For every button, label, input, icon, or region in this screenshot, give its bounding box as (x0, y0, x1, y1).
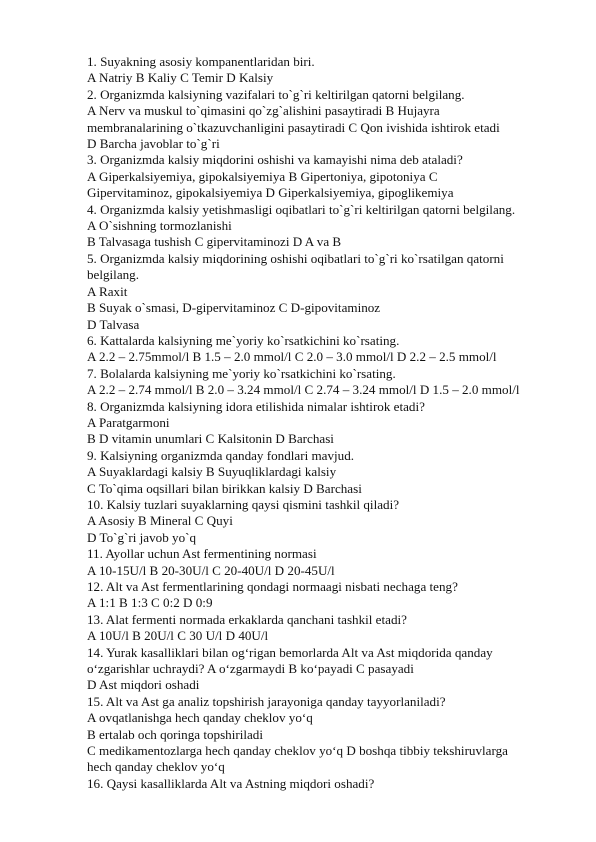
question-1-text: 1. Suyakning asosiy kompanentlaridan biri. (87, 54, 315, 69)
question-1-options: A Natriy B Kaliy C Temir D Kalsiy (87, 70, 274, 86)
question-14-text: 14. Yurak kasalliklari bilan og‘rigan bemorlarda Alt va Ast miqdorida qanday (87, 644, 493, 660)
question-9-text: 9. Kalsiyning organizmda qanday fondlari mavjud. (87, 447, 355, 463)
question-3-options-line-1: A Giperkalsiyemiya, gipokalsiyemiya B Gipertoniya, gipotoniya C (87, 168, 438, 184)
question-5-options-line-1: A Raxit (87, 283, 128, 299)
question-2-options-line-3: D Barcha javoblar to`g`ri (87, 136, 220, 152)
question-14-options-line-1: o‘zgarishlar uchraydi? A o‘zgarmaydi B ko‘payadi C pasayadi (87, 661, 414, 677)
question-14-options-line-2: D Ast miqdori oshadi (87, 677, 200, 693)
question-7-text: 7. Bolalarda kalsiyning me`yoriy ko`rsatkichini ko`rsating. (87, 365, 396, 381)
question-3-text: 3. Organizmda kalsiy miqdorini oshishi va kamayishi nima deb ataladi? (87, 152, 463, 168)
question-9-options-line-2: C To`qima oqsillari bilan birikkan kalsiy D Barchasi (87, 480, 362, 496)
question-15-text: 15. Alt va Ast ga analiz topshirish jarayoniga qanday tayyorlaniladi? (87, 693, 446, 709)
question-15-options-line-1: A ovqatlanishga hech qanday cheklov yo‘q (87, 710, 313, 726)
question-6-text: 6. Kattalarda kalsiyning me`yoriy ko`rsatkichini ko`rsating. (87, 332, 400, 348)
question-6-options: A 2.2 – 2.75mmol/l B 1.5 – 2.0 mmol/l C 2.0 – 3.0 mmol/l D 2.2 – 2.5 mmol/l (87, 349, 497, 365)
question-5-options-line-2: B Suyak o`smasi, D-gipervitaminoz C D-gipovitaminoz (87, 300, 381, 316)
question-15-options-line-4: hech qanday cheklov yo‘q (87, 759, 225, 775)
question-11-options: A 10-15U/l B 20-30U/l C 20-40U/l D 20-45U/l (87, 562, 335, 578)
question-8-options-line-1: A Paratgarmoni (87, 414, 170, 430)
question-2-text: 2. Organizmda kalsiyning vazifalari to`g`ri keltirilgan qatorni belgilang. (87, 86, 465, 102)
question-4-options-line-2: B Talvasaga tushish C gipervitaminozi D A va B (87, 234, 342, 250)
question-12-text: 12. Alt va Ast fermentlarining qondagi normaagi nisbati nechaga teng? (87, 579, 458, 594)
question-10-text: 10. Kalsiy tuzlari suyaklarning qaysi qismini tashkil qiladi? (87, 496, 400, 512)
question-10-options-line-2: D To`g`ri javob yo`q (87, 529, 197, 545)
question-5-text-line-1: 5. Organizmda kalsiy miqdorining oshishi oqibatlari to`g`ri ko`rsatilgan qatorni (87, 250, 504, 266)
question-8-text: 8. Organizmda kalsiyning idora etilishida nimalar ishtirok etadi? (87, 398, 425, 414)
question-2-options-line-2: membranalarining o`tkazuvchanligini pasaytiradi C Qon ivishida ishtirok etadi (87, 119, 500, 135)
question-15-options-line-3: C medikamentozlarga hech qanday cheklov yo‘q D boshqa tibbiy tekshiruvlarga (87, 743, 508, 759)
question-15-options-line-2: B ertalab och qoringa topshiriladi (87, 726, 263, 742)
question-13-options: A 10U/l B 20U/l C 30 U/l D 40U/l (87, 628, 269, 644)
question-16-text: 16. Qaysi kasalliklarda Alt va Astning miqdori oshadi? (87, 775, 375, 791)
question-7-options: A 2.2 – 2.74 mmol/l B 2.0 – 3.24 mmol/l C 2.74 – 3.24 mmol/l D 1.5 – 2.0 mmol/l (87, 382, 520, 398)
question-2-options-line-1: A Nerv va muskul to`qimasini qo`zg`alishini pasaytiradi B Hujayra (87, 103, 440, 119)
question-5-options-line-3: D Talvasa (87, 316, 140, 332)
question-3-options-line-2: Gipervitaminoz, gipokalsiyemiya D Giperkalsiyemiya, gipoglikemiya (87, 185, 454, 201)
question-11-text: 11. Ayollar uchun Ast fermentining normasi (87, 546, 317, 562)
document-page (87, 54, 582, 792)
question-13-text: 13. Alat fermenti normada erkaklarda qanchani tashkil etadi? (87, 611, 407, 627)
question-4-text: 4. Organizmda kalsiy yetishmasligi oqibatlari to`g`ri keltirilgan qatorni belgilang. (87, 201, 516, 217)
question-9-options-line-1: A Suyaklardagi kalsiy B Suyuqliklardagi kalsiy (87, 464, 337, 480)
question-10-options-line-1: A Asosiy B Mineral C Quyi (87, 513, 233, 529)
question-12-options: A 1:1 B 1:3 C 0:2 D 0:9 (87, 595, 213, 611)
question-4-options-line-1: A O`sishning tormozlanishi (87, 218, 232, 234)
question-8-options-line-2: B D vitamin unumlari C Kalsitonin D Barchasi (87, 431, 334, 447)
question-5-text-line-2: belgilang. (87, 267, 139, 283)
